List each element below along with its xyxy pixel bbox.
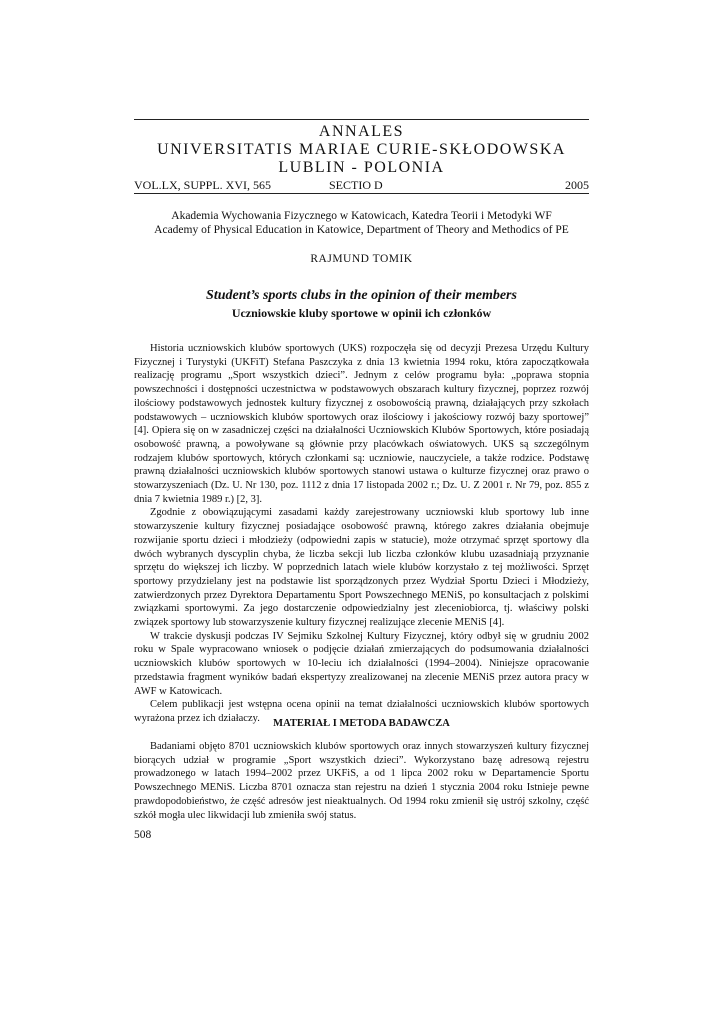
page-number: 508: [134, 829, 152, 841]
journal-title-line3: LUBLIN - POLONIA: [278, 159, 445, 176]
section-info: SECTIO D: [329, 178, 383, 192]
header-bottom-rule: [134, 193, 589, 194]
article-title-english: Student’s sports clubs in the opinion of their members: [206, 288, 517, 303]
volume-info: VOL.LX, SUPPL. XVI, 565: [134, 178, 272, 192]
method-paragraph: Badaniami objęto 8701 uczniowskich klubów sportowych oraz innych stowarzyszeń kultury fizycznej biorących udział w programie „Sport wszystkich dzieci”. Wykorzystano bazę adresową rejestru prowadzonego w latach 1994–2002 przez UKFiS, a od 1 lipca 2002 roku w Departamencie Sportu Powszechnego MENiS. Liczba 8701 oznacza stan rejestru na dzień 1 stycznia 2004 roku Istnieje pewne prawdopodobieństwo, że część adresów jest nieaktualnych. Od 1994 roku zmienił się ustrój szkolny, część szkół mogła ulec likwidacji lub zmieniła swój status.: [134, 741, 589, 821]
affiliation-polish: Akademia Wychowania Fizycznego w Katowicach, Katedra Teorii i Metodyki WF: [171, 210, 552, 222]
intro-paragraph: Celem publikacji jest wstępna ocena opinii na temat działalności uczniowskich klubów sportowych wyrażona przez ich działaczy.: [134, 699, 589, 724]
intro-paragraph: Zgodnie z obowiązującymi zasadami każdy zarejestrowany uczniowski klub sportowy lub inne stowarzyszenie kultury fizycznej posiadające osobowość prawną, którego zakres działania obejmuje rozwijanie sportu dzieci i młodzieży (odpowiedni zapis w statucie), może otrzymać sprzęt sportowy dla dwóch wybranych dyscyplin chyba, że liczba sekcji lub liczba członków klubu uzasadniają przyznanie sprzętu do większej ich liczby. W poprzednich latach wiele klubów korzystało z tej możliwości. Sprzęt sportowy przydzielany jest na podstawie list sporządzonych przez Wydział Sportu Dzieci i Młodzieży, zatwierdzonych przez Dyrektora Departamentu Sport Powszechnego MENiS, po konsultacjach z polskimi związkami sportowymi. Za jego dostarczenie odpowiedzialny jest zleceniobiorca, tj. właściwy polski związek sportowy lub stowarzyszenie kultury fizycznej realizujące zlecenie MENiS [4].: [134, 507, 589, 629]
affiliation-english: Academy of Physical Education in Katowice, Department of Theory and Methodics of PE: [154, 224, 569, 236]
section-heading: MATERIAŁ I METODA BADAWCZA: [273, 718, 450, 729]
top-rule: [134, 119, 589, 120]
intro-section: [134, 342, 589, 726]
affiliation: [134, 209, 589, 237]
intro-paragraph: W trakcie dyskusji podczas IV Sejmiku Szkolnej Kultury Fizycznej, który odbył się w grudniu 2002 roku w Spale wypracowano wniosek o podjęcie działań zmierzających do podsumowania działalności uczniowskich klubów sportowych w 10-leciu ich działalności (1994–2004). Niniejsze opracowanie przedstawia fragment wyników badań ekspertyzy zrealizowanej na zlecenie MENiS przez autora pracy w AWF w Katowicach.: [134, 630, 589, 697]
journal-title-line2: UNIVERSITATIS MARIAE CURIE-SKŁODOWSKA: [157, 141, 566, 158]
intro-paragraph: Historia uczniowskich klubów sportowych (UKS) rozpoczęła się od decyzji Prezesa Urzędu Kultury Fizycznej i Turystyki (UKFiT) Stefana Paszczyka z dnia 13 kwietnia 1994 roku, która zapoczątkowała realizację programu „Sport wszystkich dzieci”. Jednym z celów programu była: „poprawa stopnia powszechności i dostępności uczestnictwa w podstawowych obszarach kultury fizycznej, poprzez rozwój ilościowy podstawowych jednostek kultury fizycznej z osobowością prawną, działających przy szkołach podstawowych – uczniowskich klubów sportowych oraz ilościowy i jakościowy rozwój bazy sportowej” [4]. Opiera się on w zasadniczej części na działalności Uczniowskich Klubów Sportowych, które posiadają osobowość prawną, a powoływane są głównie przy placówkach oświatowych. UKS są szczególnym rodzajem klubów sportowych, których członkami są: uczniowie, nauczyciele, a także rodzice. Podstawę prawną działalności uczniowskich klubów sportowych stanowi ustawa o kulturze fizycznej oraz prawo o stowarzyszeniach (Dz. U. Nr 130, poz. 1112 z dnia 17 listopada 2002 r.; Dz. U. Z 2001 r. Nr 79, poz. 855 z dnia 7 kwietnia 1989 r.) [2, 3].: [134, 343, 589, 505]
journal-title-line1: ANNALES: [318, 123, 405, 140]
article-title-polish: Uczniowskie kluby sportowe w opinii ich członków: [231, 306, 492, 320]
author-name: RAJMUND TOMIK: [310, 253, 413, 265]
year-info: 2005: [565, 178, 589, 192]
method-section: [134, 740, 589, 822]
